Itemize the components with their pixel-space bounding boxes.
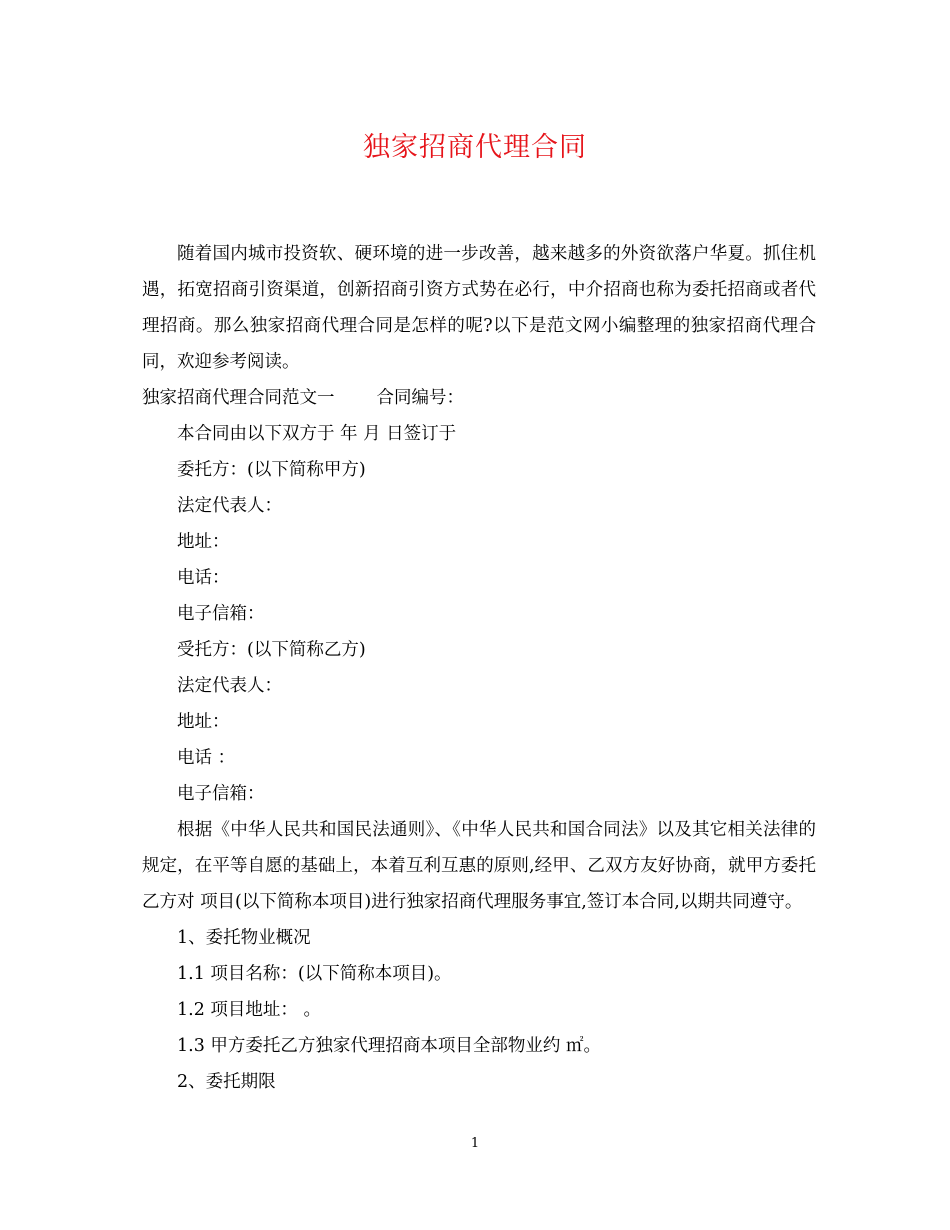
section-1-heading: 1、委托物业概况 <box>177 928 311 948</box>
client-party-line: 委托方：(以下简称甲方) <box>177 460 366 480</box>
document-title: 独家招商代理合同 <box>363 132 587 163</box>
page-number: 1 <box>470 1136 480 1151</box>
agent-party-line: 受托方：(以下简称乙方) <box>177 640 366 660</box>
sample-heading: 独家招商代理合同范文一 <box>142 388 335 408</box>
signing-line: 本合同由以下双方于 年 月 日签订于 <box>177 424 457 444</box>
agent-legal-rep-line: 法定代表人： <box>177 676 282 696</box>
client-email-line: 电子信箱： <box>177 604 265 624</box>
contract-number-label: 合同编号： <box>376 388 464 408</box>
section-1-3: 1.3 甲方委托乙方独家代理招商本项目全部物业约 ㎡。 <box>177 1036 601 1056</box>
client-legal-rep-line: 法定代表人： <box>177 496 282 516</box>
basis-paragraph: 根据《中华人民共和国民法通则》、《中华人民共和国合同法》以及其它相关法律的规定，在平等自愿的基础上，本着互利互惠的原则,经甲、乙双方友好协商，就甲方委托乙方对 项目(以下简称本项目)进行独家招商代理服务事宜,签订本合同,以期共同遵守。 <box>142 820 816 912</box>
agent-phone-line: 电话 ： <box>177 748 236 768</box>
client-address-line: 地址： <box>177 532 230 552</box>
document-body <box>142 236 816 1100</box>
client-phone-line: 电话： <box>177 568 230 588</box>
intro-paragraph: 随着国内城市投资软、硬环境的进一步改善，越来越多的外资欲落户华夏。抓住机遇，拓宽招商引资渠道，创新招商引资方式势在必行，中介招商也称为委托招商或者代理招商。那么独家招商代理合同是怎样的呢?以下是范文网小编整理的独家招商代理合同，欢迎参考阅读。 <box>142 244 816 372</box>
sample-heading-line <box>142 380 816 416</box>
section-1-1: 1.1 项目名称：(以下简称本项目)。 <box>177 964 452 984</box>
section-1-2: 1.2 项目地址： 。 <box>177 1000 321 1020</box>
section-2-heading: 2、委托期限 <box>177 1072 276 1092</box>
agent-address-line: 地址： <box>177 712 230 732</box>
agent-email-line: 电子信箱： <box>177 784 265 804</box>
